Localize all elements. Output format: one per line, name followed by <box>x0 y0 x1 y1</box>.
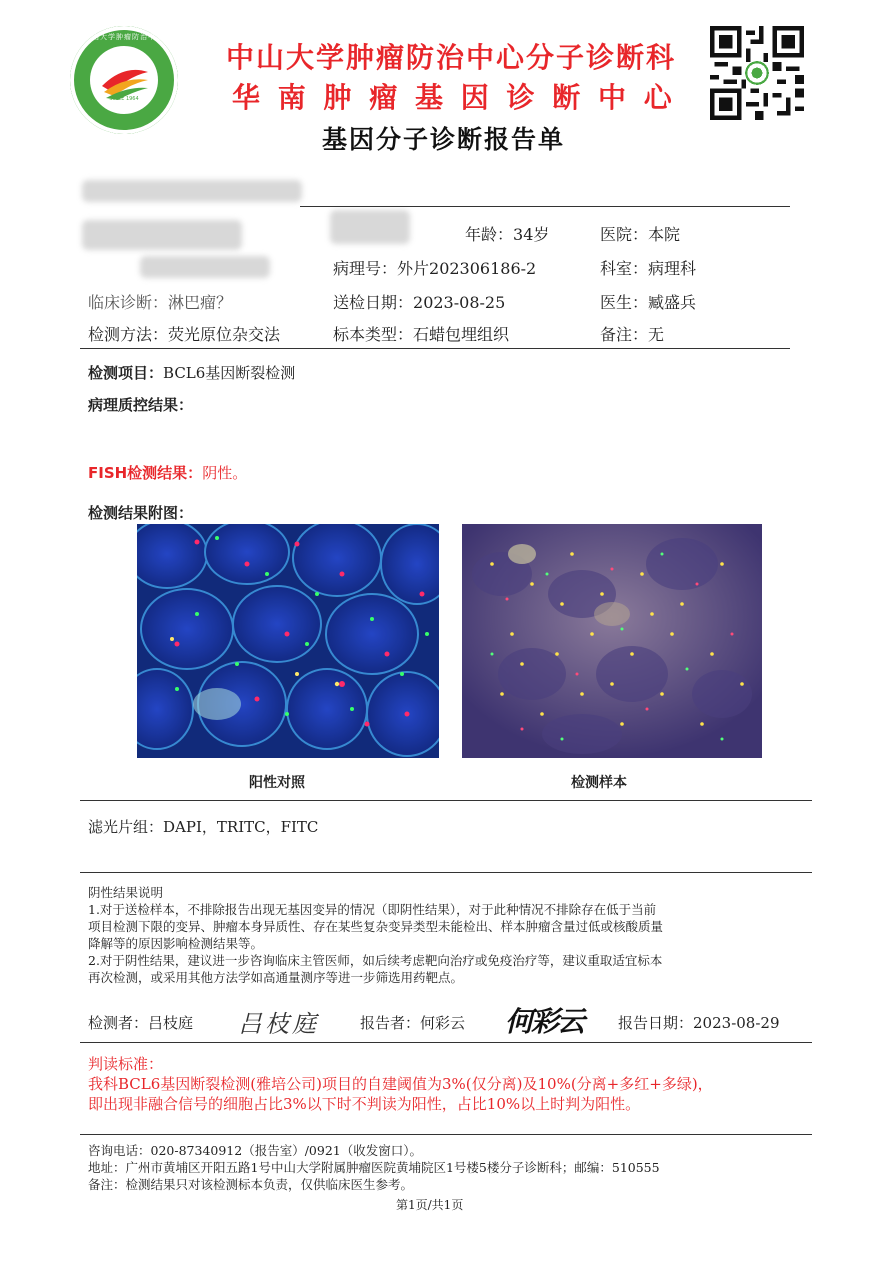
divider-images <box>80 800 812 801</box>
notes-line: 2.对于阴性结果，建议进一步咨询临床主管医师，如后续考虑靶向治疗或免疫治疗等，建议重取适宜标本 <box>88 953 663 968</box>
redacted-gender <box>82 220 242 250</box>
footer-phone: 咨询电话：020-87340912（报告室）/0921（收发窗口）。 <box>88 1143 422 1158</box>
qc-label: 病理质控结果： <box>88 396 194 414</box>
test-item: 检测项目：BCL6基因断裂检测 <box>88 364 296 382</box>
fish-result: FISH检测结果：阴性。 <box>88 464 248 482</box>
specimen-field: 标本类型：石蜡包埋组织 <box>333 325 510 344</box>
department-field: 科室：病理科 <box>600 259 697 278</box>
footer-address: 地址：广州市黄埔区开阳五路1号中山大学附属肿瘤医院黄埔院区1号楼5楼分子诊断科；邮编：510555 <box>88 1160 660 1175</box>
doctor-field: 医生：臧盛兵 <box>600 293 697 312</box>
pathology-no-field: 病理号：外片202306186-2 <box>333 259 537 278</box>
redacted-bed <box>330 210 410 244</box>
logo-swoosh-icon <box>90 46 158 114</box>
criteria-title: 判读标准： <box>88 1055 164 1073</box>
send-date-field: 送检日期：2023-08-25 <box>333 293 506 312</box>
reporter-signature: 何彩云 <box>505 1005 584 1038</box>
filter-set: 滤光片组：DAPI，TRITC，FITC <box>88 818 319 836</box>
divider-filter <box>80 872 812 873</box>
divider-top <box>300 206 790 207</box>
clinical-dx-field: 临床诊断：淋巴瘤？ <box>88 293 233 312</box>
negative-notes <box>88 884 808 986</box>
criteria-line: 我科BCL6基因断裂检测(雅培公司)项目的自建阈值为3%(仅分离)及10%(分离+多红+多绿)， <box>88 1075 713 1093</box>
notes-line: 再次检测，或采用其他方法学如高通量测序等进一步筛选用药靶点。 <box>88 970 464 985</box>
remark-field: 备注：无 <box>600 325 665 344</box>
hospital-logo <box>70 26 178 134</box>
criteria-line: 即出现非融合信号的细胞占比3%以下时不判读为阳性，占比10%以上时判为阳性。 <box>88 1095 641 1113</box>
method-field: 检测方法：荧光原位杂交法 <box>88 325 281 344</box>
tester-signature: 吕枝庭 <box>238 1010 319 1038</box>
report-title: 基因分子诊断报告单 <box>322 125 566 154</box>
notes-line: 项目检测下限的变异、肿瘤本身异质性、存在某些复杂变异类型未能检出、样本肿瘤含量过低或核酸质量 <box>88 919 664 934</box>
images-label: 检测结果附图： <box>88 504 194 522</box>
hospital-field: 医院：本院 <box>600 225 681 244</box>
divider-criteria <box>80 1134 812 1135</box>
footer-disclaimer: 备注：检测结果只对该检测标本负责，仅供临床医生参考。 <box>88 1177 414 1192</box>
divider-signoff <box>80 1042 812 1043</box>
tester-field: 检测者：吕枝庭 <box>88 1014 194 1032</box>
qr-code-icon <box>710 26 804 120</box>
redacted-name <box>82 180 302 202</box>
notes-line: 1.对于送检样本，不排除报告出现无基因变异的情况（即阴性结果），对于此种情况不排除存在低于当前 <box>88 902 657 917</box>
report-date-field: 报告日期：2023-08-29 <box>618 1014 780 1032</box>
test-sample-image <box>462 524 762 758</box>
notes-title: 阴性结果说明 <box>88 885 164 900</box>
test-sample-caption: 检测样本 <box>571 775 627 791</box>
redacted-inpatient-no <box>140 256 270 278</box>
page-number: 第1页/共1页 <box>396 1198 464 1212</box>
center-name: 华 南 肿 瘤 基 因 诊 断 中 心 <box>232 81 676 114</box>
age-field: 年龄：34岁 <box>465 225 550 244</box>
positive-control-image <box>137 524 439 758</box>
logo-year: SINCE 1964 <box>109 96 139 102</box>
footer <box>88 1142 808 1193</box>
positive-control-caption: 阳性对照 <box>249 775 305 791</box>
logo-ring-text: 中山大学肿瘤防治中心 <box>84 33 164 41</box>
notes-line: 降解等的原因影响检测结果等。 <box>88 936 264 951</box>
reporter-field: 报告者：何彩云 <box>360 1014 466 1032</box>
divider-info <box>80 348 790 349</box>
logo-emblem <box>90 46 158 114</box>
org-name: 中山大学肿瘤防治中心分子诊断科 <box>226 41 677 74</box>
criteria <box>88 1054 808 1114</box>
